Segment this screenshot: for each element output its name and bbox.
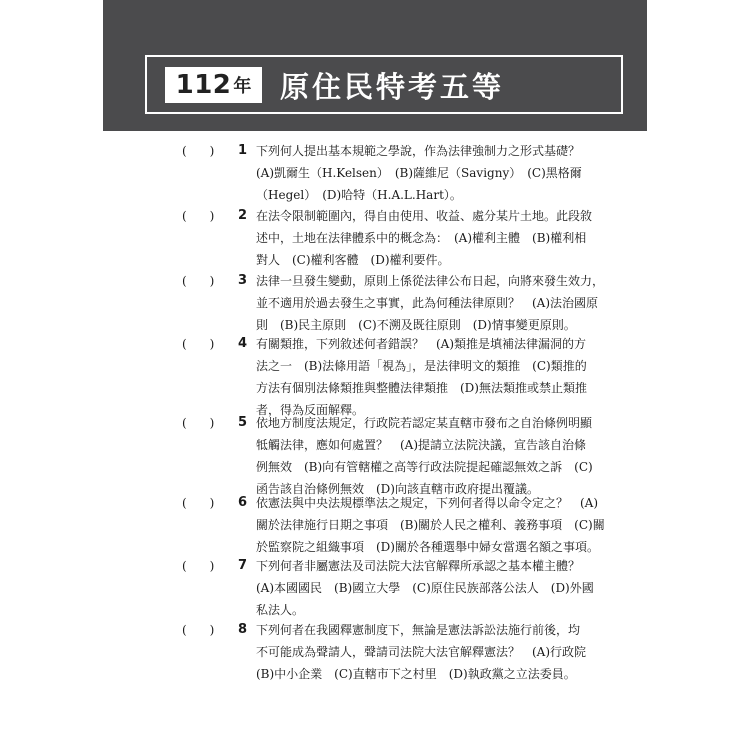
question-number: 4	[238, 336, 248, 351]
question-line: (B)中小企業 (C)直轄市下之村里 (D)執政黨之立法委員。	[256, 667, 576, 681]
title-frame	[145, 55, 623, 114]
year-number: 112	[175, 70, 232, 100]
answer-blank: ( )	[182, 559, 215, 573]
exam-title: 原住民特考五等	[280, 69, 505, 104]
question-number: 1	[238, 143, 248, 158]
question-number: 7	[238, 558, 248, 573]
answer-blank: ( )	[182, 623, 215, 637]
question-text	[256, 270, 606, 336]
question-line: （Hegel） (D)哈特（H.A.L.Hart）。	[256, 188, 462, 202]
question-text	[256, 492, 606, 558]
question-text	[256, 555, 606, 621]
question-number: 5	[238, 415, 248, 430]
answer-blank: ( )	[182, 337, 215, 351]
question-line: 法律一旦發生變動，原則上係從法律公布日起，向將來發生效力，	[256, 274, 605, 288]
question-line: (A)本國國民 (B)國立大學 (C)原住民族部落公法人 (D)外國	[256, 581, 594, 595]
question-text	[256, 140, 606, 206]
question-line: 並不適用於過去發生之事實，此為何種法律原則？ (A)法治國原	[256, 296, 599, 310]
answer-blank: ( )	[182, 144, 215, 158]
question-line: 有關類推，下列敘述何者錯誤？ (A)類推是填補法律漏洞的方	[256, 337, 587, 351]
question-line: 例無效 (B)向有管轄權之高等行政法院提起確認無效之訴 (C)	[256, 460, 593, 474]
answer-blank: ( )	[182, 496, 215, 510]
question-line: 法之一 (B)法條用語「視為」，是法律明文的類推 (C)類推的	[256, 359, 587, 373]
question-line: 者，得為反面解釋。	[256, 403, 365, 417]
question-line: 下列何者非屬憲法及司法院大法官解釋所承認之基本權主體？	[256, 559, 581, 573]
question-line: 不可能成為聲請人，聲請司法院大法官解釋憲法？ (A)行政院	[256, 645, 587, 659]
question-line: 下列何者在我國釋憲制度下，無論是憲法訴訟法施行前後，均	[256, 623, 581, 637]
answer-blank: ( )	[182, 416, 215, 430]
question-number: 3	[238, 273, 248, 288]
question-line: 函告該自治條例無效 (D)向該直轄市政府提出覆議。	[256, 482, 539, 496]
question-number: 8	[238, 622, 248, 637]
question-line: 方法有個別法條類推與整體法律類推 (D)無法類推或禁止類推	[256, 381, 587, 395]
question-text	[256, 412, 606, 500]
question-line: 下列何人提出基本規範之學說，作為法律強制力之形式基礎？	[256, 144, 581, 158]
answer-blank: ( )	[182, 209, 215, 223]
question-number: 6	[238, 495, 248, 510]
answer-blank: ( )	[182, 274, 215, 288]
year-suffix: 年	[233, 76, 252, 97]
question-text	[256, 333, 606, 421]
question-line: 牴觸法律，應如何處置？ (A)提請立法院決議，宣告該自治條	[256, 438, 587, 452]
question-line: 述中，土地在法律體系中的概念為： (A)權利主體 (B)權利相	[256, 231, 587, 245]
question-line: 對人 (C)權利客體 (D)權利要件。	[256, 253, 450, 267]
question-text	[256, 619, 606, 685]
question-line: (A)凱爾生（H.Kelsen） (B)薩維尼（Savigny） (C)黑格爾	[256, 166, 582, 180]
question-line: 關於法律施行日期之事項 (B)關於人民之權利、義務事項 (C)關	[256, 518, 605, 532]
question-line: 於監察院之組織事項 (D)關於各種選舉中婦女當選名額之事項。	[256, 540, 599, 554]
question-line: 私法人。	[256, 603, 305, 617]
question-line: 在法令限制範圍內，得自由使用、收益、處分某片土地。此段敘	[256, 209, 593, 223]
question-line: 則 (B)民主原則 (C)不溯及既往原則 (D)情事變更原則。	[256, 318, 576, 332]
question-line: 依地方制度法規定，行政院若認定某直轄市發布之自治條例明顯	[256, 416, 593, 430]
question-number: 2	[238, 208, 248, 223]
year-badge	[165, 67, 262, 103]
question-line: 依憲法與中央法規標準法之規定，下列何者得以命令定之？ (A)	[256, 496, 599, 510]
question-text	[256, 205, 606, 271]
